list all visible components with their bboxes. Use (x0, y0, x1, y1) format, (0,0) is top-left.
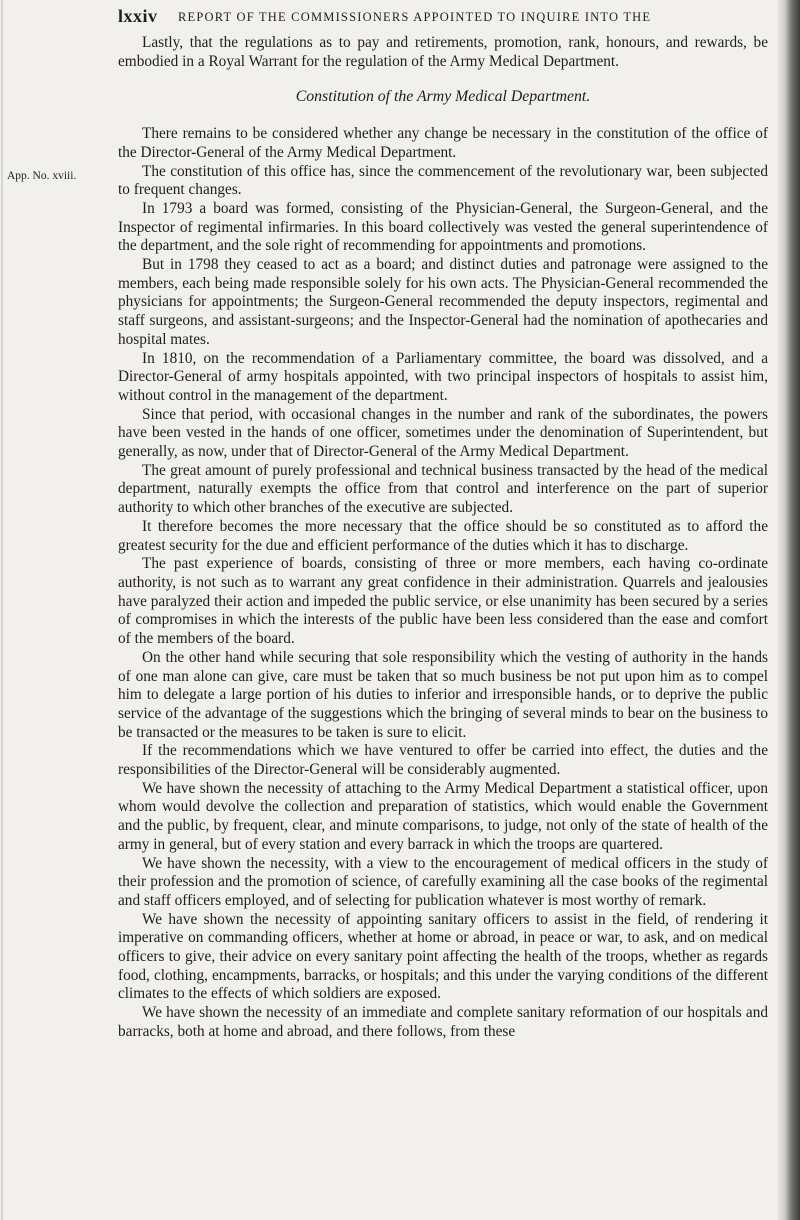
section-heading: Constitution of the Army Medical Department. (295, 88, 591, 106)
paragraph: In 1810, on the recommendation of a Parliamentary committee, the board was dissolved, and a Director-General of army hospitals appointed, with two principal inspectors of hospitals to assist him, without control in the management of the department. (118, 349, 768, 404)
paragraph: Since that period, with occasional changes in the number and rank of the subordinates, the powers have been vested in the hands of one officer, sometimes under the denomination of Superintendent, but generally, as now, under that of Director-General of the Army Medical Department. (118, 405, 768, 461)
page-number: lxxiv (118, 6, 158, 26)
paragraph: There remains to be considered whether any change be necessary in the constitution of the office of the Director-General of the Army Medical Department. (118, 125, 768, 161)
running-head: REPORT OF THE COMMISSIONERS APPOINTED TO INQUIRE INTO THE (178, 10, 652, 24)
page-header (118, 6, 768, 28)
paragraph: We have shown the necessity of attaching to the Army Medical Department a statistical officer, upon whom would devolve the collection and preparation of statistics, which would enable the Government and the public, by frequent, clear, and minute comparisons, to judge, not only of the state of health of the army in general, but of every station and every barrack in which the troops are quartered. (118, 779, 768, 853)
paragraph: If the recommendations which we have ventured to offer be carried into effect, the duties and the responsibilities of the Director-General will be considerably augmented. (118, 742, 768, 779)
paragraph: The constitution of this office has, since the commencement of the revolutionary war, been subjected to frequent changes. (118, 162, 768, 199)
paragraph: The great amount of purely professional and technical business transacted by the head of the medical department, naturally exempts the office from that control and interference on the part of superior authority to which other branches of the executive are subjected. (118, 461, 768, 517)
paragraph: On the other hand while securing that sole responsibility which the vesting of authority in the hands of one man alone can give, care must be taken that so much business be not put upon him as to compel him to delegate a large portion of his duties to inferior and irresponsible hands, or to deprive the public service of the advantage of the suggestions which the bringing of several minds to bear on the business to be transacted or the measures to be taken is sure to elicit. (118, 648, 768, 741)
paragraph: We have shown the necessity, with a view to the encouragement of medical officers in the study of their profession and the promotion of science, of carefully examining all the case books of the regimental and staff officers employed, and of selecting for publication whatever is most worthy of remark. (118, 854, 768, 909)
margin-note-appendix: App. No. xviii. (7, 170, 77, 182)
paragraph: It therefore becomes the more necessary that the office should be so constituted as to afford the greatest security for the due and efficient performance of the duties which it has to discharge. (118, 517, 768, 554)
paragraph: Lastly, that the regulations as to pay and retirements, promotion, rank, honours, and rewards, be embodied in a Royal Warrant for the regulation of the Army Medical Department. (118, 34, 768, 70)
paragraph: The past experience of boards, consisting of three or more members, each having co-ordinate authority, is not such as to warrant any great confidence in their administration. Quarrels and jealousies have paralyzed their action and impeded the public service, or else unanimity has been secured by a series of compromises in which the interests of the public have been less considered than the ease and comfort of the members of the board. (118, 555, 768, 648)
book-binding-edge (778, 0, 800, 1220)
paragraph: But in 1798 they ceased to act as a board; and distinct duties and patronage were assigned to the members, each being made responsible solely for his own acts. The Physician-General recommended the physicians for appointments; the Surgeon-General recommended the deputy inspectors, regimental and staff surgeons, and assistant-surgeons; and the Inspector-General had the nomination of apothecaries and hospital mates. (118, 256, 768, 348)
paragraph: We have shown the necessity of an immediate and complete sanitary reformation of our hospitals and barracks, both at home and abroad, and there follows, from these (118, 1004, 768, 1040)
paragraph: In 1793 a board was formed, consisting of the Physician-General, the Surgeon-General, and the Inspector of regimental infirmaries. In this board collectively was vested the general superintendence of the department, and the sole right of recommending for appointments and promotions. (118, 199, 768, 255)
report-body (118, 34, 768, 1042)
page-edge-left (1, 0, 3, 1220)
paragraph: We have shown the necessity of appointing sanitary officers to assist in the field, of rendering it imperative on commanding officers, whether at home or abroad, in peace or war, to ask, and on medical officers to give, their advice on every sanitary point affecting the health of the troops, whether as regards food, clothing, encampments, barracks, or hospitals; and this under the varying conditions of the different climates to the effects of which soldiers are exposed. (118, 910, 768, 1003)
